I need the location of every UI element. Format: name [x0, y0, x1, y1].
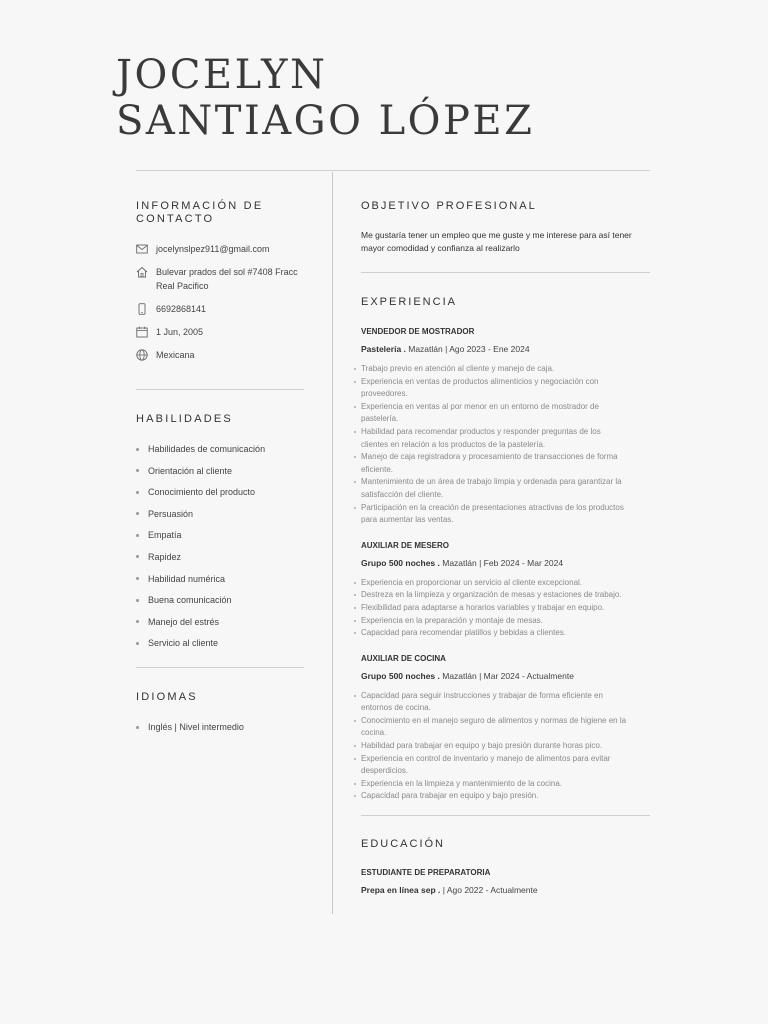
contact-email[interactable]	[136, 242, 306, 256]
education-section	[361, 838, 651, 896]
calendar-icon	[136, 326, 148, 338]
skill-label: Buena comunicación	[148, 595, 232, 606]
skill-label: Orientación al cliente	[148, 465, 233, 476]
bullet-icon	[136, 599, 139, 602]
skill-label: Habilidad numérica	[148, 573, 226, 584]
duty-line: desperdicios.	[361, 766, 409, 776]
duty-item	[361, 451, 651, 476]
duty-item	[361, 778, 651, 791]
duty-line: Capacidad para recomendar platillos y bebidas a clientes.	[361, 628, 567, 638]
duty-item	[361, 363, 651, 376]
email-text: jocelynslpez911@gmail.com	[156, 244, 270, 254]
education-title: ESTUDIANTE DE PREPARATORIA	[361, 868, 491, 877]
languages-heading: IDIOMAS	[136, 691, 198, 703]
job-details: Mazatlán | Feb 2024 - Mar 2024	[439, 557, 564, 568]
duty-line: para aumentar las ventas.	[361, 515, 454, 525]
duty-line: Participación en la creación de presentaciones atractivas de los productos	[361, 502, 624, 512]
contact-address	[136, 265, 306, 293]
duty-line: Experiencia en control de inventario y manejo de alimentos para evitar	[361, 753, 611, 763]
bullet-icon	[136, 448, 139, 451]
contact-heading	[136, 200, 306, 226]
objective-text	[361, 229, 651, 255]
name-line-1: JOCELYN	[116, 52, 328, 98]
skill-item	[136, 465, 306, 477]
bullet-icon	[354, 758, 356, 760]
objective-divider	[361, 272, 650, 273]
skills-heading: HABILIDADES	[136, 413, 233, 425]
experience-divider	[361, 815, 650, 816]
skill-item	[136, 573, 306, 585]
contact-nationality	[136, 348, 306, 362]
address-line-1: Bulevar prados del sol #7408 Fracc	[156, 267, 298, 277]
bullet-icon	[354, 620, 356, 622]
skill-item	[136, 551, 306, 563]
job-company: Grupo 500 noches .	[361, 670, 440, 681]
bullet-icon	[136, 620, 139, 623]
duty-line: Manejo de caja registradora y procesamiento de transacciones de forma	[361, 452, 618, 462]
duty-item	[361, 589, 651, 602]
bullet-icon	[354, 720, 356, 722]
job-duties	[361, 577, 651, 640]
bullet-icon	[354, 456, 356, 458]
duty-line: Experiencia en ventas de productos alimenticios y negociación con	[361, 376, 599, 386]
skill-item	[136, 508, 306, 520]
skill-item	[136, 529, 306, 541]
bullet-icon	[136, 577, 139, 580]
duty-line: clientes en relación a los productos de la pastelería.	[361, 439, 546, 449]
job-duties	[361, 690, 651, 803]
name-line-2: SANTIAGO LÓPEZ	[116, 98, 535, 144]
education-subtitle	[361, 884, 651, 896]
experience-section	[361, 296, 651, 803]
skill-label: Servicio al cliente	[148, 638, 219, 649]
skill-label: Habilidades de comunicación	[148, 444, 266, 454]
bullet-icon	[354, 695, 356, 697]
skills-list	[136, 443, 306, 649]
job-subtitle	[361, 670, 651, 682]
bullet-icon	[354, 783, 356, 785]
education-details: | Ago 2022 - Actualmente	[440, 885, 538, 895]
contact-section	[136, 200, 306, 371]
duty-item	[361, 426, 651, 451]
education-heading: EDUCACIÓN	[361, 838, 446, 850]
skill-label: Conocimiento del producto	[148, 487, 256, 498]
duty-line: Experiencia en proporcionar un servicio al cliente excepcional.	[361, 577, 583, 587]
birthdate-text: 1 Jun, 2005	[156, 327, 204, 337]
skill-label: Persuasión	[148, 508, 194, 519]
bullet-icon	[136, 512, 139, 515]
duty-line: proveedores.	[361, 389, 408, 399]
column-divider	[332, 172, 333, 914]
skill-item	[136, 486, 306, 498]
job-company: Grupo 500 noches .	[361, 557, 440, 568]
duty-line: Trabajo previo en atención al cliente y manejo de caja.	[361, 364, 555, 373]
skill-label: Rapidez	[148, 551, 182, 562]
job-entry	[361, 540, 651, 640]
duty-line: Conocimiento en el manejo seguro de alimentos y normas de higiene en la	[361, 715, 627, 725]
bullet-icon	[354, 745, 356, 747]
skill-label: Manejo del estrés	[148, 616, 220, 627]
duty-line: Experiencia en ventas al por menor en un entorno de mostrador de	[361, 401, 599, 411]
bullet-icon	[354, 582, 356, 584]
skills-divider	[136, 667, 304, 668]
duty-item	[361, 376, 651, 401]
duty-line: Mantenimiento de un área de trabajo limpia y ordenada para garantizar la	[361, 477, 622, 487]
duty-item	[361, 715, 651, 740]
duty-line: Capacidad para seguir instrucciones y trabajar de forma eficiente en	[361, 690, 603, 700]
experience-heading: EXPERIENCIA	[361, 296, 457, 308]
duty-line: Experiencia en la preparación y montaje de mesas.	[361, 615, 543, 625]
education-school: Prepa en línea sep .	[361, 885, 441, 895]
skill-label: Empatía	[148, 530, 182, 541]
skill-item	[136, 616, 306, 628]
bullet-icon	[354, 632, 356, 634]
job-subtitle	[361, 557, 651, 569]
languages-list	[136, 721, 306, 733]
job-subtitle	[361, 343, 651, 355]
duty-item	[361, 577, 651, 590]
duty-item	[361, 615, 651, 628]
mail-icon	[136, 243, 148, 255]
duty-line: eficiente.	[361, 464, 394, 474]
bullet-icon	[136, 534, 139, 537]
duty-line: satisfacción del cliente.	[361, 489, 444, 499]
duty-line: Experiencia en la limpieza y mantenimiento de la cocina.	[361, 778, 562, 788]
skill-item	[136, 443, 306, 455]
bullet-icon	[136, 726, 139, 729]
jobs-list	[361, 326, 651, 803]
globe-icon	[136, 349, 148, 361]
phone-text: 6692868141	[156, 304, 207, 314]
job-title: AUXILIAR DE MESERO	[361, 540, 450, 550]
job-details: Mazatlán | Ago 2023 - Ene 2024	[405, 344, 530, 354]
header-divider	[136, 170, 650, 171]
languages-section	[136, 691, 306, 743]
duty-line: Habilidad para recomendar productos y responder preguntas de los	[361, 426, 601, 436]
duty-line: Capacidad para trabajar en equipo y bajo presión.	[361, 791, 539, 801]
objective-heading: OBJETIVO PROFESIONAL	[361, 200, 537, 212]
job-company: Pastelería .	[361, 344, 406, 354]
duty-item	[361, 740, 651, 753]
bullet-icon	[354, 381, 356, 383]
bullet-icon	[354, 431, 356, 433]
duty-item	[361, 753, 651, 778]
duty-item	[361, 790, 651, 803]
duty-item	[361, 602, 651, 615]
job-details: Mazatlán | Mar 2024 - Actualmente	[439, 670, 574, 681]
duty-line: entornos de cocina.	[361, 703, 431, 713]
duty-item	[361, 690, 651, 715]
bullet-icon	[354, 368, 356, 370]
job-entry	[361, 326, 651, 527]
contact-heading-line-2: CONTACTO	[136, 213, 215, 225]
objective-section	[361, 200, 651, 255]
job-title: AUXILIAR DE COCINA	[361, 653, 446, 663]
job-duties	[361, 363, 651, 527]
bullet-icon	[136, 555, 139, 558]
duty-line: Flexibilidad para adaptarse a horarios variables y trabajar en equipo.	[361, 602, 605, 612]
contact-heading-line-1: INFORMACIÓN DE	[136, 200, 264, 212]
bullet-icon	[136, 491, 139, 494]
duty-line: Habilidad para trabajar en equipo y bajo presión durante horas pico.	[361, 741, 603, 751]
duty-item	[361, 476, 651, 501]
language-label: Inglés | Nivel intermedio	[148, 722, 244, 732]
contact-phone	[136, 302, 306, 316]
bullet-icon	[354, 481, 356, 483]
contact-birthdate	[136, 325, 306, 339]
contact-divider	[136, 389, 304, 390]
job-entry	[361, 653, 651, 803]
duty-item	[361, 502, 651, 527]
duty-line: pastelería.	[361, 414, 399, 424]
skill-item	[136, 637, 306, 649]
address-line-2: Real Pacifico	[156, 281, 209, 291]
duty-item	[361, 627, 651, 640]
duty-line: Destreza en la limpieza y organización de mesas y estaciones de trabajo.	[361, 590, 622, 600]
phone-icon	[136, 303, 148, 315]
job-title: VENDEDOR DE MOSTRADOR	[361, 327, 475, 336]
skills-section	[136, 413, 306, 659]
bullet-icon	[354, 795, 356, 797]
bullet-icon	[354, 594, 356, 596]
duty-line: cocina.	[361, 728, 387, 738]
objective-line-1: Me gustaría tener un empleo que me guste y me interese para así tener	[361, 230, 632, 240]
bullet-icon	[136, 642, 139, 645]
bullet-icon	[354, 607, 356, 609]
home-icon	[136, 266, 148, 278]
objective-line-2: mayor comodidad y confianza al realizarlo	[361, 243, 520, 253]
bullet-icon	[354, 406, 356, 408]
skill-item	[136, 594, 306, 606]
nationality-text: Mexicana	[156, 350, 195, 360]
duty-item	[361, 401, 651, 426]
bullet-icon	[136, 469, 139, 472]
candidate-name	[116, 52, 534, 144]
bullet-icon	[354, 507, 356, 509]
language-item	[136, 721, 306, 733]
